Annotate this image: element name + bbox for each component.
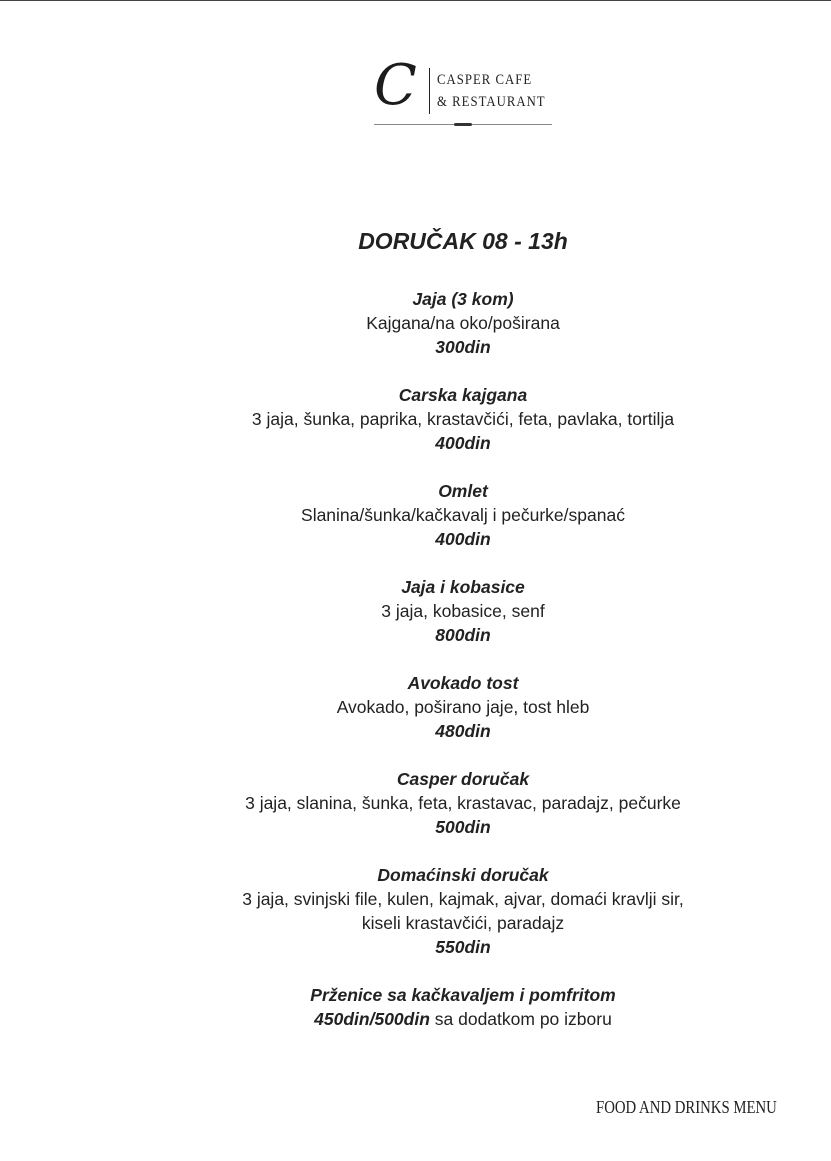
menu-item — [0, 863, 831, 959]
menu-item — [0, 287, 831, 359]
menu-item-price: 400din — [435, 433, 491, 453]
logo-wordmark — [437, 69, 546, 113]
logo-monogram: C — [374, 53, 417, 118]
menu-item-name: Casper doručak — [396, 769, 530, 789]
logo-underline-accent — [454, 123, 472, 126]
logo-line-2: & RESTAURANT — [437, 94, 546, 110]
menu-item-description: 3 jaja, svinjski file, kulen, kajmak, ajvar, domaći kravlji sir, — [242, 889, 684, 909]
menu-item-description: Avokado, poširano jaje, tost hleb — [336, 697, 590, 717]
menu-item-name: Avokado tost — [407, 673, 519, 693]
logo-divider — [429, 68, 430, 114]
menu-item-name: Domaćinski doručak — [377, 865, 549, 885]
menu-item-price: 500din — [435, 817, 491, 837]
menu-item-description: Slanina/šunka/kačkavalj i pečurke/spanać — [301, 505, 625, 525]
menu-item — [0, 671, 831, 743]
menu-content — [0, 224, 831, 1055]
menu-item-price: 450din/500din — [314, 1009, 430, 1029]
menu-item — [0, 983, 831, 1031]
section-title: DORUČAK 08 - 13h — [358, 228, 568, 254]
menu-item-description: kiseli krastavčići, paradajz — [361, 913, 565, 933]
restaurant-logo — [374, 53, 554, 130]
footer-label: FOOD AND DRINKS MENU — [596, 1097, 777, 1117]
menu-item-price: 800din — [435, 625, 491, 645]
menu-item-price: 400din — [435, 529, 491, 549]
menu-item-price-line — [0, 1007, 831, 1031]
menu-item-description: Kajgana/na oko/poširana — [366, 313, 560, 333]
menu-item-note: sa dodatkom po izboru — [429, 1009, 612, 1029]
menu-item-name: Prženice sa kačkavaljem i pomfritom — [310, 985, 616, 1005]
menu-item — [0, 575, 831, 647]
logo-line-1: CASPER CAFE — [437, 72, 533, 88]
menu-item-name: Jaja i kobasice — [401, 577, 525, 597]
menu-item-description: 3 jaja, kobasice, senf — [381, 601, 545, 621]
menu-item — [0, 383, 831, 455]
menu-item-description: 3 jaja, slanina, šunka, feta, krastavac, paradajz, pečurke — [245, 793, 681, 813]
top-border-line — [0, 0, 831, 1]
menu-item-price: 300din — [435, 337, 491, 357]
menu-item-name: Carska kajgana — [398, 385, 528, 405]
menu-item-price: 550din — [435, 937, 491, 957]
menu-item-name: Omlet — [438, 481, 488, 501]
menu-item-description: 3 jaja, šunka, paprika, krastavčići, feta, pavlaka, tortilja — [251, 409, 675, 429]
menu-item — [0, 767, 831, 839]
menu-item-price: 480din — [435, 721, 491, 741]
menu-item — [0, 479, 831, 551]
menu-item-name: Jaja (3 kom) — [412, 289, 514, 309]
